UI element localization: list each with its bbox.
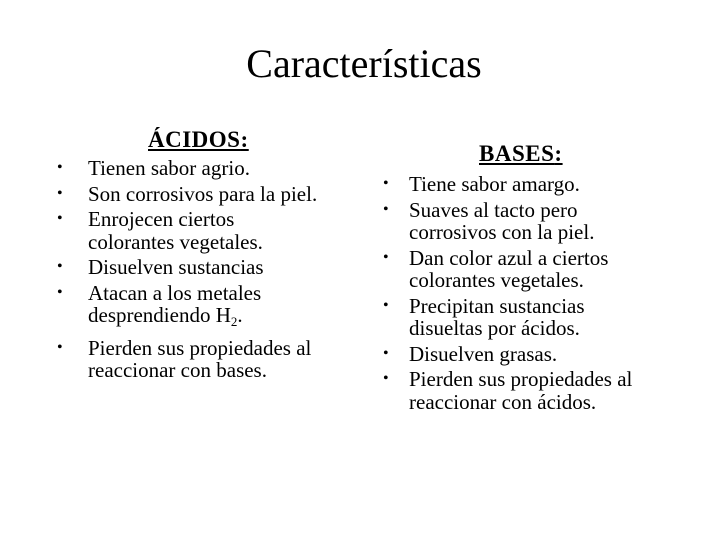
bullet-icon: •	[57, 258, 63, 275]
bullet-icon: •	[383, 370, 389, 387]
subscript-2: 2	[230, 314, 238, 329]
list-item	[55, 337, 363, 382]
bases-list	[382, 173, 702, 413]
list-item	[55, 282, 323, 334]
list-item-text: Dan color azul a ciertos colorantes vegetales.	[409, 245, 609, 292]
bullet-icon: •	[57, 184, 63, 202]
bullet-icon: •	[383, 296, 389, 314]
bullet-icon: •	[383, 175, 389, 192]
list-item-text: Pierden sus propiedades al reaccionar con ácidos.	[409, 367, 633, 414]
bullet-icon: •	[383, 344, 389, 362]
list-item	[382, 173, 669, 196]
list-item	[55, 157, 308, 180]
list-item	[382, 295, 641, 340]
acids-heading-text: ÁCIDOS	[148, 127, 241, 152]
bullet-icon: •	[57, 338, 63, 356]
bullet-icon: •	[383, 200, 389, 218]
acids-heading	[55, 127, 365, 153]
list-item-text: Enrojecen ciertos colorantes vegetales.	[88, 207, 263, 254]
bullet-icon: •	[57, 159, 63, 176]
bullet-icon: •	[383, 248, 389, 266]
list-item-text: Pierden sus propiedades al reaccionar con bases.	[88, 335, 312, 382]
list-item	[55, 208, 298, 253]
bases-column	[382, 141, 702, 416]
list-item	[382, 368, 699, 413]
list-item	[55, 183, 388, 206]
list-item-text: Disuelven sustancias	[88, 255, 264, 279]
acids-list	[55, 157, 365, 382]
list-item-text: Tiene sabor amargo.	[409, 172, 580, 196]
list-item-text: Tienen sabor agrio.	[88, 156, 250, 180]
list-item-text: Suaves al tacto pero corrosivos con la piel.	[409, 197, 595, 244]
list-item	[382, 199, 634, 244]
list-item-text: Disuelven grasas.	[409, 341, 558, 366]
list-item	[55, 256, 348, 279]
acids-heading-colon: :	[240, 127, 249, 152]
bases-heading-text: BASES	[479, 141, 555, 166]
list-item-text: Son corrosivos para la piel.	[88, 181, 318, 206]
item-period: .	[237, 303, 243, 327]
acids-column	[55, 127, 365, 385]
list-item-text: Precipitan sustancias disueltas por ácidos.	[409, 293, 585, 340]
bases-heading-colon: :	[554, 141, 563, 166]
slide-title: Características	[246, 41, 482, 86]
bullet-icon: •	[57, 283, 63, 301]
list-item	[382, 343, 669, 366]
list-item-text: Atacan a los metales desprendiendo H	[88, 280, 262, 327]
bullet-icon: •	[57, 210, 63, 227]
list-item	[382, 247, 671, 292]
bases-heading	[382, 141, 702, 167]
